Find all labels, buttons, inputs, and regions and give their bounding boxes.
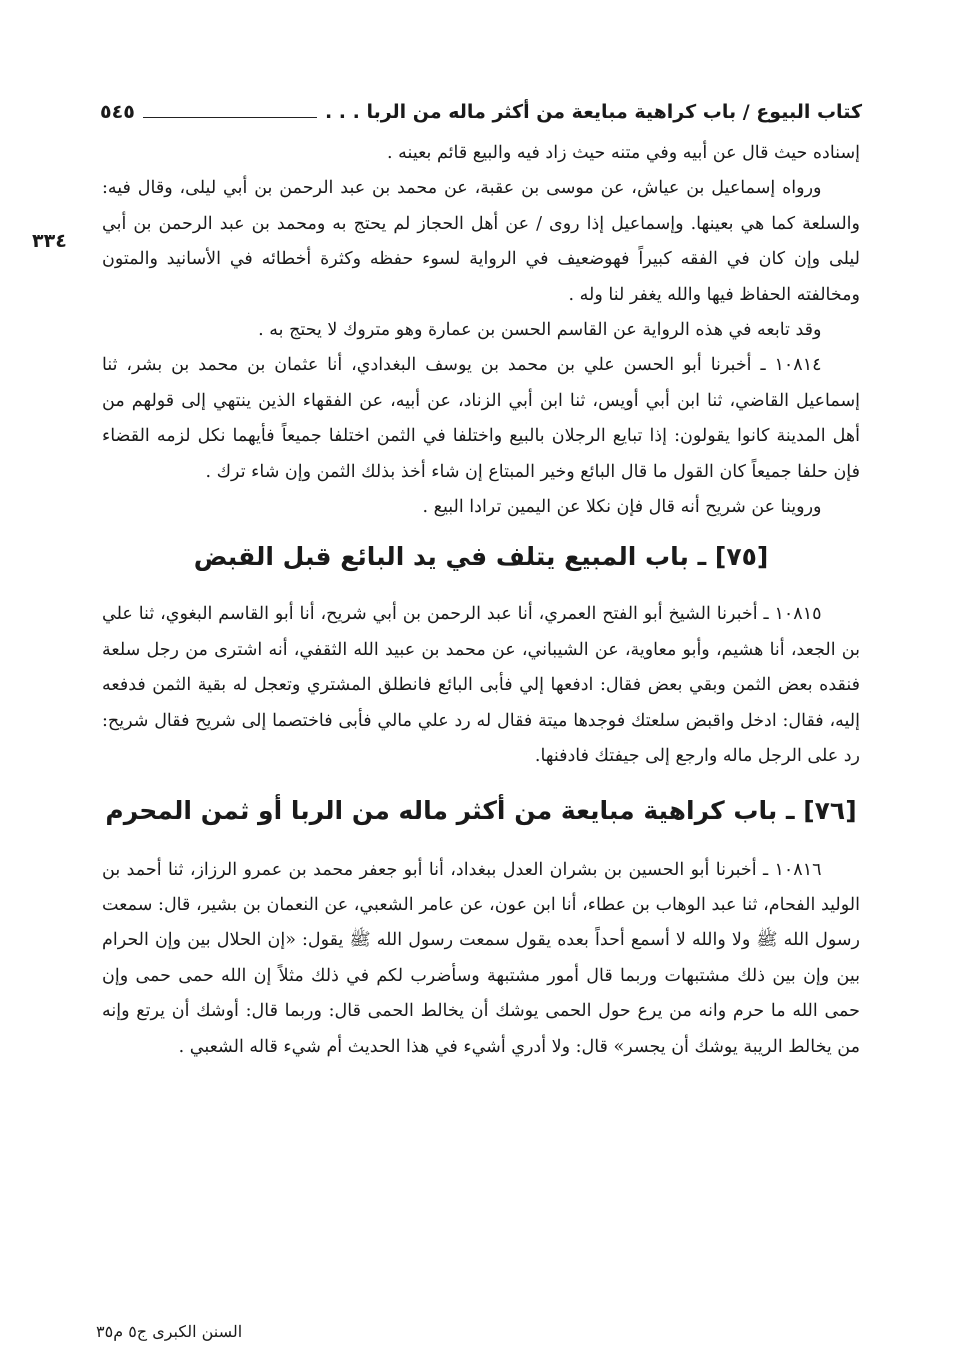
main-text	[102, 136, 860, 1065]
chapter-heading: [٧٦] ـ باب كراهية مبايعة من أكثر ماله من الربا أو ثمن المحرم	[105, 795, 857, 825]
header-rule	[143, 117, 317, 118]
paragraph: ورواه إسماعيل بن عياش، عن موسى بن عقبة، عن محمد بن عبد الرحمن بن أبي ليلى، وقال فيه: والسلعة كما هي بعينها. وإسماعيل إذا روى / عن أهل الحجاز لم يحتج به ومحمد بن عبد الرحمن بن أبي ليلى وإن كان في الفقه كبيراً فهوضعيف في الرواية لسوء حفظه وكثرة أخطائه في الأسانيد والمتون ومخالفته الحفاظ فيها والله يغفر لنا وله .	[102, 178, 860, 305]
paragraph: إسناده حيث قال عن أبيه وفي متنه حيث زاد فيه والبيع قائم بعينه .	[387, 143, 860, 163]
paragraph: وقد تابعه في هذه الرواية عن القاسم الحسن بن عمارة وهو متروك لا يحتج به .	[258, 320, 822, 341]
hadith-paragraph: ١٠٨١٦ ـ أخبرنا أبو الحسين بن بشران العدل ببغداد، أنا أبو جعفر محمد بن عمرو الرزاز، ثنا أحمد بن الوليد الفحام، ثنا عبد الوهاب بن عطاء، أنا ابن عون، عن عامر الشعبي، عن النعمان بن بشير، قال: سمعت رسول الله ﷺ ولا والله لا أسمع أحداً بعده يقول سمعت رسول الله ﷺ يقول: «إن الحلال بين وإن الحرام بين وإن بين ذلك مشتبهات وربما قال أمور مشتبهة وسأضرب لكم في ذلك مثلاً إن الله حمى حمى وإن حمى الله ما حرم وانه من يرع حول الحمى يوشك أن يخالط الحمى قال: وربما قال: أوشك أن يرتع وإنه من يخالط الريبة يوشك أن يجسر» قال: ولا أدري أشيء في هذا الحديث أم شيء قاله الشعبي .	[102, 859, 860, 1057]
header-title: كتاب البيوع / باب كراهية مبايعة من أكثر ماله من الربا . . .	[324, 101, 862, 123]
paragraph: وروينا عن شريح أنه قال فإن نكلا عن اليمين ترادا البيع .	[422, 497, 822, 518]
hadith-paragraph: ١٠٨١٥ ـ أخبرنا الشيخ أبو الفتح العمري، أنا عبد الرحمن بن أبي شريح، أنا أبو القاسم البغوي، ثنا علي بن الجعد، أنا هشيم، وأبو معاوية، عن الشيباني، عن محمد بن عبيد الله الثقفي، أنه اشترى من رجل سلعة فنقده بعض الثمن وبقي بعض فقال: ادفعها إلي فأبى البائع فانطلق المشتري وتعجل له بقية الثمن فدفعه إليه، فقال: ادخل واقبض سلعتك فوجدها ميتة فقال له رد علي مالي فأبى فاختصما إلى شريح فقال شريح: رد على الرجل ماله وارجع إلى جيفتك فادفنها.	[102, 604, 860, 767]
margin-page-reference: ٣٣٤	[32, 230, 67, 252]
chapter-heading: [٧٥] ـ باب المبيع يتلف في يد البائع قبل القبض	[193, 542, 769, 572]
page-number: ٥٤٥	[100, 101, 135, 123]
footer-signature: السنن الكبرى ج٥ م٣٥	[96, 1322, 243, 1341]
running-header	[100, 82, 862, 122]
hadith-paragraph: ١٠٨١٤ ـ أخبرنا أبو الحسن علي بن محمد بن يوسف البغدادي، أنا عثمان بن محمد بن بشر، ثنا إسماعيل القاضي، ثنا ابن أبي أويس، ثنا ابن أبي الزناد، عن أبيه، عن الفقهاء الذين ينتهي إلى قولهم من أهل المدينة كانوا يقولون: إذا تبايع الرجلان بالبيع واختلفا في الثمن اختلفا جميعاً فأيهما نكل لزمه القضاء فإن حلفا جميعاً كان القول ما قال البائع وخير المبتاع إن شاء أخذ بذلك الثمن وإن شاء ترك .	[102, 355, 860, 482]
